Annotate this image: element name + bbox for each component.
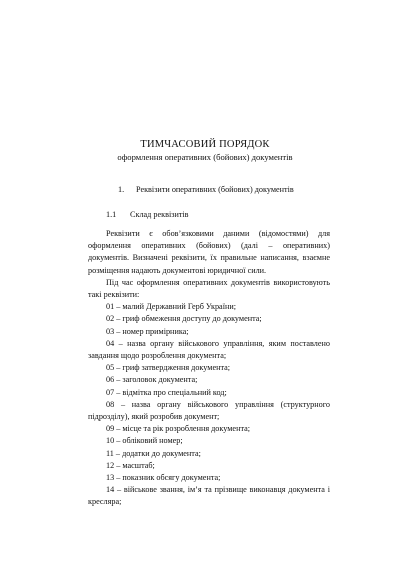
- list-item: 02 – гриф обмеження доступу до документа;: [106, 314, 262, 324]
- paragraph: Реквізити є обов’язковими даними (відомостями) для оформлення оперативних (бойових) (далі – оперативних) документів. Визначені реквізити, їх правильне написання, взаємне розміщення надають документові юридичної сили.: [88, 229, 330, 275]
- section-1-title: Реквізити оперативних (бойових) документів: [136, 185, 294, 194]
- list-item: 08 – назва органу військового управління (структурного підрозділу), який розробив документ;: [88, 399, 330, 422]
- list-item: 10 – обліковий номер;: [106, 436, 183, 446]
- list-item: 03 – номер примірника;: [106, 326, 189, 336]
- list-item: 01 – малий Державний Герб України;: [106, 302, 237, 312]
- document-title: ТИМЧАСОВИЙ ПОРЯДОК: [140, 139, 270, 150]
- list-item: 04 – назва органу військового управління, яким поставлено завдання щодо розроблення документа;: [88, 338, 330, 361]
- section-1-heading: [88, 184, 330, 196]
- section-1-1-number: 1.1: [106, 210, 117, 219]
- document-subtitle: оформлення оперативних (бойових) документів: [117, 152, 293, 162]
- list-item: 13 – показник обсягу документа;: [106, 473, 221, 483]
- paragraph: Під час оформлення оперативних документів використовують такі реквізити:: [88, 277, 330, 300]
- section-1-number: 1.: [118, 185, 125, 194]
- list-item: 06 – заголовок документа;: [106, 375, 198, 385]
- section-1-1-title: Склад реквізитів: [130, 210, 189, 219]
- list-item: 12 – масштаб;: [106, 460, 155, 470]
- list-item: 11 – додатки до документа;: [106, 448, 201, 458]
- list-item: 14 – військове звання, ім’я та прізвище виконавця документа і креслярa;: [88, 485, 330, 507]
- title-block: [0, 138, 410, 163]
- section-1-1-heading: [88, 209, 330, 221]
- list-item: 09 – місце та рік розроблення документа;: [106, 424, 251, 434]
- list-item: 05 – гриф затвердження документа;: [106, 363, 231, 373]
- list-item: 07 – відмітка про спеціальний код;: [106, 387, 227, 397]
- document-body: [88, 228, 330, 509]
